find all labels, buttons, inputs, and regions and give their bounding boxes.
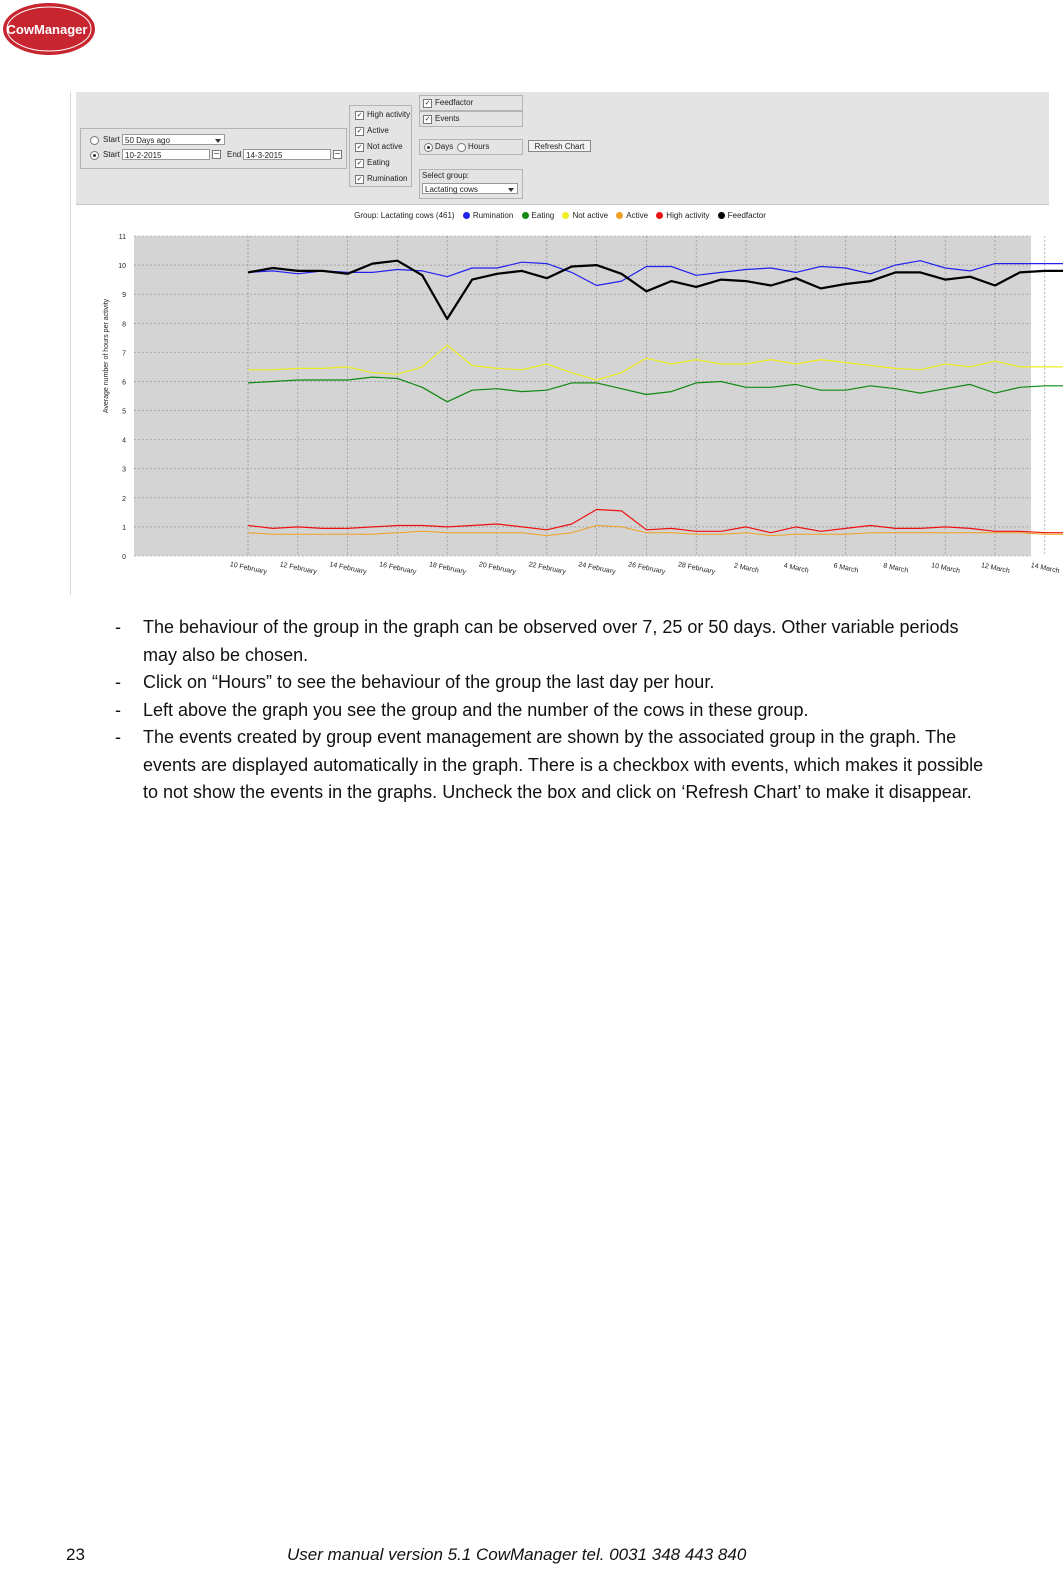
page-number: 23 [66,1545,85,1564]
feedfactor-label: Feedfactor [435,98,474,107]
cowmanager-logo [2,2,98,56]
period-label: Start [103,135,120,144]
y-tick-label: 9 [122,292,126,300]
legend-label: Feedfactor [727,211,766,220]
x-tick-label: 10 March [930,562,961,575]
legend-label: Eating [531,211,555,220]
chart-control-panel [76,92,1049,205]
footer-text: User manual version 5.1 CowManager tel. 0031 348 443 840 [287,1545,747,1564]
chevron-down-icon [215,139,221,143]
activity-line-chart [71,222,1061,592]
legend-item [712,211,766,220]
refresh-chart-button[interactable]: Refresh Chart [528,140,591,152]
legend-item [516,211,555,220]
range-start-label: Start [103,150,120,159]
legend-group: Group: Lactating cows (461) [354,211,455,220]
legend-item [457,211,513,220]
group-select[interactable]: Lactating cows [422,183,518,194]
legend-dot [656,212,663,219]
bullet-marker: - [115,727,121,747]
bullet-list [115,614,995,807]
feedfactor-box [419,95,523,111]
legend-label: Not active [572,211,609,220]
y-tick-label: 10 [118,263,126,271]
legend-item [650,211,709,220]
bullet-text: Click on “Hours” to see the behaviour of the group the last day per hour. [143,672,715,692]
days-hours-box [419,139,523,155]
legend-dot [718,212,725,219]
events-label: Events [435,114,460,123]
y-tick-label: 0 [122,554,126,561]
y-tick-label: 6 [122,379,126,387]
select-group-label: Select group: [422,171,470,180]
activity-checkbox-group [349,105,412,187]
radio-hours[interactable] [457,143,466,152]
logo-text: CowManager [6,22,88,37]
x-tick-label: 20 February [478,561,517,576]
y-tick-label: 7 [122,350,126,358]
checkbox-not-active[interactable]: ✓ [356,144,363,151]
list-item [115,669,995,697]
y-tick-label: 11 [118,234,126,241]
x-tick-label: 4 March [783,562,810,575]
checkbox-high-activity[interactable]: ✓ [356,112,363,119]
list-item [115,697,995,725]
radio-days[interactable] [424,143,433,152]
events-box [419,111,523,127]
period-select[interactable]: 50 Days ago [122,134,225,145]
x-tick-label: 6 March [832,562,860,575]
y-axis-label: Average number of hours per activity [103,298,110,414]
bullet-marker: - [115,617,121,637]
checkbox-rumination[interactable]: ✓ [356,176,363,183]
legend-dot [522,212,529,219]
x-tick-label: 16 February [378,561,417,576]
radio-period[interactable] [90,136,99,145]
x-tick-label: 12 February [278,561,318,576]
bullet-marker: - [115,672,121,692]
legend-item [610,211,648,220]
checkbox-label: Not active [367,142,403,151]
legend-dot [616,212,623,219]
bullet-text: Left above the graph you see the group and the number of the cows in these group. [143,699,809,720]
bullet-marker: - [115,699,121,720]
x-tick-label: 14 February [328,561,368,576]
list-item [115,724,995,807]
select-group-box [419,169,523,199]
x-tick-label: 18 February [428,561,467,576]
legend-dot [463,212,470,219]
x-tick-label: 10 February [229,561,268,576]
y-tick-label: 3 [122,466,126,474]
legend-label: Rumination [472,211,514,220]
period-fieldset [80,128,347,169]
y-tick-label: 4 [122,437,126,445]
legend-dot [562,212,569,219]
chevron-down-icon [508,188,514,192]
hours-label: Hours [468,142,490,151]
y-tick-label: 5 [122,408,126,416]
checkbox-label: Active [367,126,389,135]
chart-legend [71,211,1049,220]
bullet-text: The behaviour of the group in the graph can be observed over 7, 25 or 50 days. Other variable periods may also be chosen. [143,617,959,665]
x-tick-label: 28 February [677,561,716,576]
legend-label: High activity [666,211,710,220]
bullet-text: The events created by group event management are shown by the associated group in the graph. The events are displayed automatically in the graph. There is a checkbox with events, which makes it possible to not show the events in the graphs. Uncheck the box and click on ‘Refresh Chart’ to make it disappear. [143,727,984,802]
legend-label: Active [626,211,649,220]
x-tick-label: 22 February [527,561,567,576]
checkbox-eating[interactable]: ✓ [356,160,363,167]
end-date-input[interactable]: 14-3-2015 [243,149,331,160]
x-tick-label: 2 March [733,562,760,575]
radio-range[interactable] [90,151,99,160]
list-item [115,614,995,669]
checkbox-label: Rumination [367,174,408,183]
x-tick-label: 14 March [1030,562,1061,575]
checkbox-feedfactor[interactable]: ✓ [424,100,431,107]
calendar-icon[interactable] [212,150,221,159]
x-tick-label: 24 February [577,561,617,576]
x-tick-label: 8 March [882,562,909,575]
y-tick-label: 2 [122,495,126,503]
y-tick-label: 1 [122,524,126,532]
calendar-icon[interactable] [333,150,342,159]
legend-item [556,211,608,220]
group-behaviour-screenshot [70,92,1061,595]
checkbox-label: Eating [367,158,390,167]
plot-area [134,236,1031,556]
checkbox-events[interactable]: ✓ [424,116,431,123]
y-tick-label: 8 [122,321,126,329]
start-date-input[interactable]: 10-2-2015 [122,149,210,160]
x-tick-label: 12 March [980,562,1011,575]
logo-registered: ® [90,16,96,22]
x-tick-label: 26 February [627,561,666,576]
checkbox-active[interactable]: ✓ [356,128,363,135]
days-label: Days [435,142,454,151]
checkbox-label: High activity [367,110,411,119]
range-end-label: End [227,150,242,159]
